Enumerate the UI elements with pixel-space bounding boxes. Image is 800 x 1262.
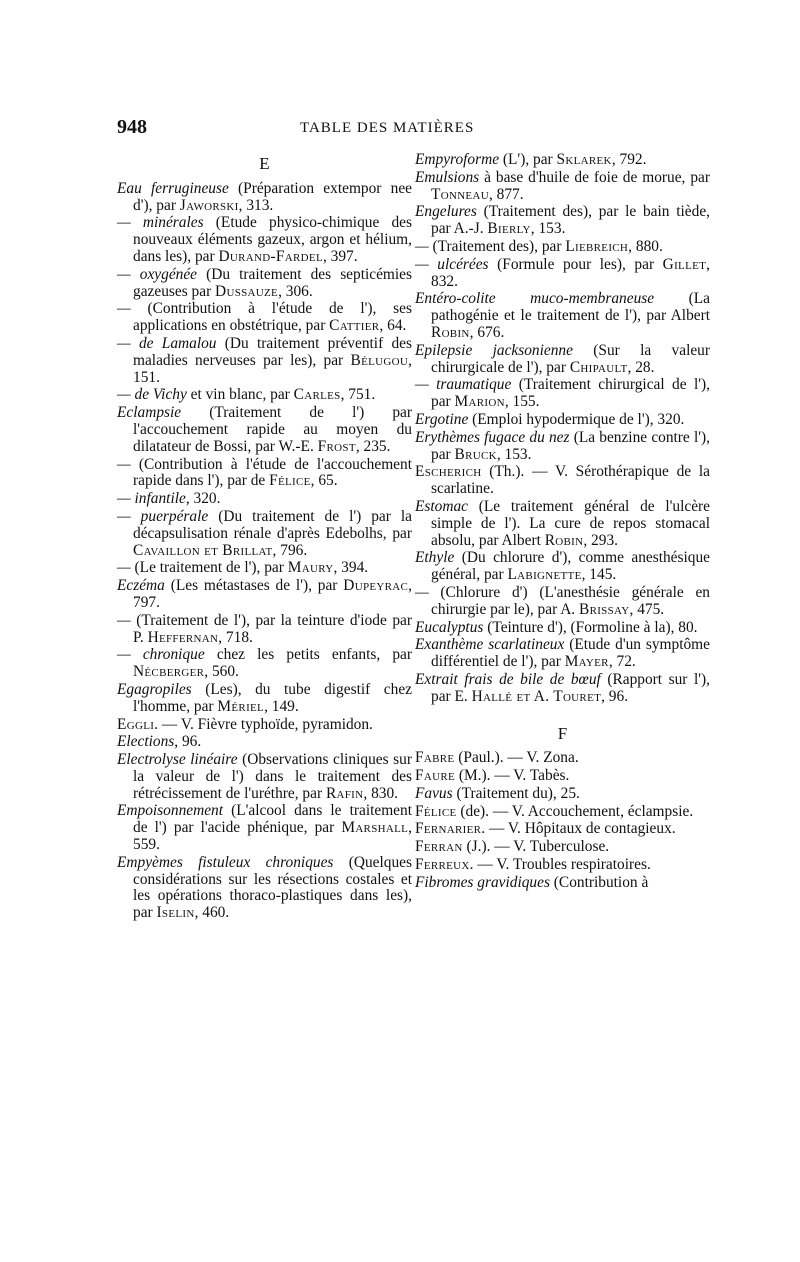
index-entry bbox=[415, 786, 710, 803]
index-entry bbox=[117, 491, 412, 508]
running-title: TABLE DES MATIÈRES bbox=[300, 120, 475, 136]
entry-text: (Préparation extempor nee d'), par bbox=[133, 179, 413, 214]
entry-tail: , 718. bbox=[218, 628, 253, 646]
entry-tail: , 751. bbox=[340, 386, 376, 404]
entry-text: (Le traitement de l'), par bbox=[134, 559, 288, 577]
entry-text: , 320. bbox=[185, 490, 221, 508]
section-letter-f: F bbox=[557, 723, 568, 743]
entry-heading: — puerpérale bbox=[117, 507, 209, 525]
entry-author: Robin bbox=[431, 323, 470, 341]
entry-text: (Les métastases de l'), par bbox=[164, 577, 344, 595]
entry-author: Cattier bbox=[329, 317, 380, 335]
entry-heading: Empyroforme bbox=[415, 151, 500, 168]
entry-tail: , 153. bbox=[496, 445, 532, 463]
entry-heading: — infantile bbox=[117, 490, 186, 508]
index-entry bbox=[117, 578, 412, 612]
entry-text: (Formule pour les), par bbox=[488, 255, 663, 273]
entry-author: Mayer bbox=[564, 653, 609, 671]
entry-text: (Emploi hypodermique de l'), 320. bbox=[468, 410, 685, 428]
index-entry bbox=[415, 430, 710, 464]
entry-author: Labignette bbox=[507, 566, 582, 584]
entry-author: Bruck bbox=[454, 445, 497, 463]
entry-text: (Quelques considérations sur les résections costales et les opérations thoraco-plastiques dans les), par bbox=[133, 853, 412, 922]
index-entry bbox=[117, 509, 412, 559]
entry-heading: — bbox=[117, 300, 148, 318]
entry-heading: — bbox=[117, 611, 137, 629]
entry-tail: (J.). — V. Tuberculose. bbox=[462, 838, 610, 856]
entry-author: Rafin bbox=[325, 784, 364, 802]
entry-author: Fernarier bbox=[415, 820, 482, 838]
entry-heading: Ethyle bbox=[415, 549, 455, 567]
index-entry bbox=[117, 336, 412, 386]
entry-text: (Du traitement des septicémies gazeuses par bbox=[133, 265, 412, 300]
entry-text: (Traitement du), 25. bbox=[452, 784, 580, 802]
index-entry bbox=[415, 821, 710, 838]
entry-author: Tonneau bbox=[431, 185, 489, 203]
entry-author: Nécberger bbox=[133, 663, 205, 681]
entry-heading: Ergotine bbox=[415, 410, 469, 428]
entry-text: (Observations cliniques sur la valeur de l') dans le traitement des rétrécissement de l'uréthre, par bbox=[133, 751, 412, 802]
entry-text: (Contribution à l'étude de l'accouchement rapide dans l'), par de bbox=[133, 455, 412, 490]
entry-tail: , 235. bbox=[355, 437, 391, 455]
index-entry bbox=[415, 343, 710, 377]
entry-text: (Traitement chirurgical de l'), par bbox=[431, 376, 710, 411]
entry-text: (Du chlorure d'), comme anesthésique général, par bbox=[431, 549, 710, 584]
index-entry bbox=[415, 550, 710, 584]
entry-author: Bélugou bbox=[350, 351, 409, 369]
section-letter-e: E bbox=[259, 154, 270, 173]
entry-text: (L'), par bbox=[499, 151, 557, 168]
index-entry bbox=[415, 170, 710, 204]
entry-author: Frost bbox=[317, 437, 356, 455]
entry-text: (Les), du tube digestif chez l'homme, par bbox=[133, 680, 412, 715]
entry-author: Eggli bbox=[117, 715, 155, 733]
entry-author: Marshall bbox=[341, 819, 409, 837]
entry-author: Iselin bbox=[156, 904, 195, 922]
index-entry bbox=[117, 682, 412, 716]
entry-tail: , 560. bbox=[204, 663, 239, 681]
entry-tail: , 96. bbox=[601, 687, 629, 705]
entry-tail: , 153. bbox=[530, 220, 566, 238]
index-entry bbox=[117, 803, 412, 853]
entry-tail: , 797. bbox=[133, 577, 412, 611]
entry-heading: Eczéma bbox=[117, 577, 165, 595]
index-entry bbox=[415, 672, 710, 706]
entry-author: Marion bbox=[454, 393, 505, 411]
entry-text: (La benzine contre l'), par bbox=[431, 428, 710, 463]
entry-tail: . — V. Fièvre typhoïde, pyramidon. bbox=[154, 715, 373, 733]
index-entry bbox=[415, 152, 710, 169]
entry-heading: — bbox=[415, 583, 441, 601]
entry-heading: — de Lamalou bbox=[117, 334, 217, 352]
entry-author: Faure bbox=[415, 767, 456, 785]
entry-author: Félice bbox=[415, 802, 457, 820]
entry-text: (La pathogénie et le traitement de l'), par Albert bbox=[431, 290, 710, 325]
entry-author: Mériel bbox=[217, 697, 265, 715]
right-column bbox=[415, 152, 710, 893]
entry-author: Chipault bbox=[569, 358, 628, 376]
entry-author: Heffernan bbox=[147, 628, 219, 646]
entry-tail: (Paul.). — V. Zona. bbox=[454, 749, 579, 767]
entry-heading: Entéro-colite muco-membraneuse bbox=[415, 290, 655, 308]
entry-text: (Du traitement préventif des maladies nerveuses par les), par bbox=[133, 334, 412, 369]
entry-heading: Eclampsie bbox=[117, 404, 182, 422]
entry-heading: — chronique bbox=[117, 646, 205, 664]
entry-tail: , 830. bbox=[363, 784, 399, 802]
entry-heading: Fibromes gravidiques bbox=[415, 873, 550, 891]
entry-tail: , 28. bbox=[627, 358, 655, 376]
entry-author: Dupeyrac bbox=[343, 577, 409, 595]
index-entry bbox=[415, 412, 710, 429]
entry-author: Brissay bbox=[579, 600, 630, 618]
entry-tail: , 475. bbox=[629, 600, 665, 618]
entry-tail: , 65. bbox=[310, 472, 338, 490]
entry-author: Dussauze bbox=[215, 282, 279, 300]
index-entry bbox=[415, 839, 710, 856]
index-entry bbox=[415, 768, 710, 785]
entry-heading: — minérales bbox=[117, 214, 204, 232]
entry-tail: , 145. bbox=[581, 566, 617, 584]
entry-text: (Etude d'un symptôme différentiel de l'), par bbox=[431, 636, 710, 671]
index-entry bbox=[117, 457, 412, 491]
entry-tail: (de). — V. Accouchement, éclampsie. bbox=[456, 802, 694, 820]
entry-text: (Teinture d'), (Formoline à la), 80. bbox=[483, 618, 698, 636]
index-entry bbox=[117, 855, 412, 922]
entry-heading: — de Vichy bbox=[117, 386, 187, 404]
entry-tail: , 293. bbox=[583, 531, 618, 549]
entry-text: (Contribution à bbox=[549, 873, 649, 891]
entry-author: Ferran bbox=[415, 838, 463, 856]
entry-text: (Sur la valeur chirurgicale de l'), par bbox=[431, 341, 711, 376]
index-entry bbox=[415, 239, 710, 256]
entry-author: Cavaillon et Brillat bbox=[133, 541, 273, 559]
entry-tail: , 155. bbox=[504, 393, 540, 411]
entry-heading: Eucalyptus bbox=[415, 618, 484, 636]
entry-text: chez les petits enfants, par bbox=[204, 646, 412, 664]
entry-tail: (Th.). — V. Sérothérapique de la scarlatine. bbox=[431, 463, 710, 498]
index-entry bbox=[117, 405, 412, 455]
index-entry bbox=[415, 464, 710, 498]
entry-tail: , 460. bbox=[194, 904, 230, 922]
index-entry bbox=[415, 857, 710, 874]
entry-tail: , 880. bbox=[628, 237, 663, 255]
entry-heading: — bbox=[415, 237, 433, 255]
entry-author: Sklarek bbox=[556, 151, 612, 168]
entry-heading: Exanthème scarlatineux bbox=[415, 636, 565, 654]
entry-heading: Electrolyse linéaire bbox=[117, 751, 238, 769]
entry-heading: Erythèmes fugace du nez bbox=[415, 428, 570, 446]
entry-heading: Eau ferrugineuse bbox=[117, 179, 229, 197]
index-entry bbox=[117, 267, 412, 301]
entry-author: Ferreux bbox=[415, 856, 470, 874]
index-entry bbox=[117, 752, 412, 802]
entry-author: Escherich bbox=[415, 463, 482, 481]
entry-author: Robin bbox=[544, 531, 584, 549]
entry-tail: , 149. bbox=[264, 697, 299, 715]
index-entry bbox=[117, 613, 412, 647]
index-entry bbox=[117, 301, 412, 335]
entry-text: à base d'huile de foie de morue, par bbox=[479, 168, 710, 186]
entry-tail: , 306. bbox=[278, 282, 313, 300]
index-entry bbox=[415, 804, 710, 821]
entry-tail: , 792. bbox=[611, 151, 647, 168]
index-entry bbox=[117, 647, 412, 681]
entry-heading: Epilepsie jacksonienne bbox=[415, 341, 573, 359]
entry-text: (L'alcool dans le traitement de l') par l'acide phénique, par bbox=[133, 802, 412, 837]
entry-text: (Traitement des), par bbox=[432, 237, 566, 255]
entry-list bbox=[415, 152, 710, 706]
entry-author: Jaworski bbox=[179, 196, 239, 214]
entry-author: Fabre bbox=[415, 749, 455, 767]
entry-heading: Engelures bbox=[415, 203, 477, 221]
entry-heading: — bbox=[117, 559, 135, 577]
index-entry bbox=[415, 875, 710, 892]
entry-text: (Le traitement général de l'ulcère simple de l'). La cure de repos stomacal absolu, par Albert bbox=[431, 497, 710, 549]
entry-text: et vin blanc, par bbox=[186, 386, 294, 404]
entry-tail: . — V. Troubles respiratoires. bbox=[469, 856, 651, 874]
entry-author: Carles bbox=[293, 386, 341, 404]
entry-heading: Favus bbox=[415, 784, 453, 802]
entry-text: (Traitement de l') par l'accouchement rapide au moyen du dilatateur de Bossi, par W.-E. bbox=[133, 404, 412, 455]
index-entry bbox=[117, 717, 412, 734]
index-entry bbox=[415, 585, 710, 619]
entry-tail: , 72. bbox=[608, 653, 636, 671]
entry-tail: , 394. bbox=[333, 559, 369, 577]
entry-heading: Extrait frais de bile de bœuf bbox=[415, 670, 601, 688]
index-entry bbox=[117, 734, 412, 751]
entry-tail: , 313. bbox=[238, 196, 274, 214]
index-entry bbox=[415, 620, 710, 637]
entry-tail: , 877. bbox=[488, 185, 524, 203]
index-entry bbox=[117, 181, 412, 215]
left-column bbox=[117, 152, 412, 923]
entry-heading: Empyèmes fistuleux chroniques bbox=[117, 853, 334, 871]
index-entry bbox=[415, 750, 710, 767]
index-entry bbox=[117, 560, 412, 577]
entry-text: (Traitement des), par le bain tiède, par A.-J. bbox=[431, 203, 710, 238]
entry-text: (Rapport sur l'), par E. bbox=[431, 670, 710, 705]
entry-text: (Chlorure d') (L'anesthésie générale en chirurgie par le), par A. bbox=[431, 583, 710, 618]
entry-heading: Egagropiles bbox=[117, 680, 192, 698]
entry-list bbox=[117, 181, 412, 922]
entry-tail: , 559. bbox=[133, 819, 412, 854]
entry-author: Bierly bbox=[487, 220, 531, 238]
entry-heading: — traumatique bbox=[415, 376, 512, 394]
entry-tail: , 832. bbox=[431, 255, 710, 290]
entry-tail: , 64. bbox=[379, 317, 407, 335]
entry-author: Gillet bbox=[662, 255, 707, 273]
entry-heading: Estomac bbox=[415, 497, 469, 515]
entry-author: Félice bbox=[269, 472, 311, 490]
entry-heading: — oxygénée bbox=[117, 265, 198, 283]
entry-list bbox=[415, 750, 710, 891]
entry-author: Maury bbox=[287, 559, 334, 577]
entry-tail: (M.). — V. Tabès. bbox=[455, 767, 570, 785]
entry-text: (Contribution à l'étude de l'), ses applications en obstétrique, par bbox=[133, 300, 412, 335]
entry-tail: , 676. bbox=[469, 323, 505, 341]
entry-author: Liebreich bbox=[565, 237, 629, 255]
entry-tail: . — V. Hôpitaux de contagieux. bbox=[481, 820, 676, 838]
index-entry bbox=[415, 377, 710, 411]
entry-author: Durand-Fardel bbox=[218, 247, 323, 265]
entry-text: (Du traitement de l') par la décapsulisation rénale d'après Edebolhs, par bbox=[133, 507, 412, 542]
entry-heading: — ulcérées bbox=[415, 255, 489, 273]
entry-heading: Empoisonnement bbox=[117, 802, 224, 820]
page-number: 948 bbox=[117, 116, 147, 138]
entry-text: (Traitement de l'), par la teinture d'iode par P. bbox=[133, 611, 412, 646]
entry-text: (Etude physico-chimique des nouveaux éléments gazeux, argon et hélium, dans les), par bbox=[133, 214, 413, 265]
index-entry bbox=[415, 291, 710, 341]
entry-text: , 96. bbox=[174, 733, 202, 751]
index-entry bbox=[415, 499, 710, 549]
entry-tail: , 151. bbox=[133, 351, 412, 386]
index-entry bbox=[415, 257, 710, 291]
index-entry bbox=[415, 204, 710, 238]
index-entry bbox=[415, 637, 710, 671]
index-entry bbox=[117, 215, 412, 265]
entry-heading: Elections bbox=[117, 733, 175, 751]
index-entry bbox=[117, 387, 412, 404]
entry-author: Hallé et A. Touret bbox=[471, 687, 602, 705]
entry-tail: , 796. bbox=[272, 541, 308, 559]
entry-tail: , 397. bbox=[322, 247, 358, 265]
entry-heading: — bbox=[117, 455, 139, 473]
entry-heading: Emulsions bbox=[415, 168, 480, 186]
